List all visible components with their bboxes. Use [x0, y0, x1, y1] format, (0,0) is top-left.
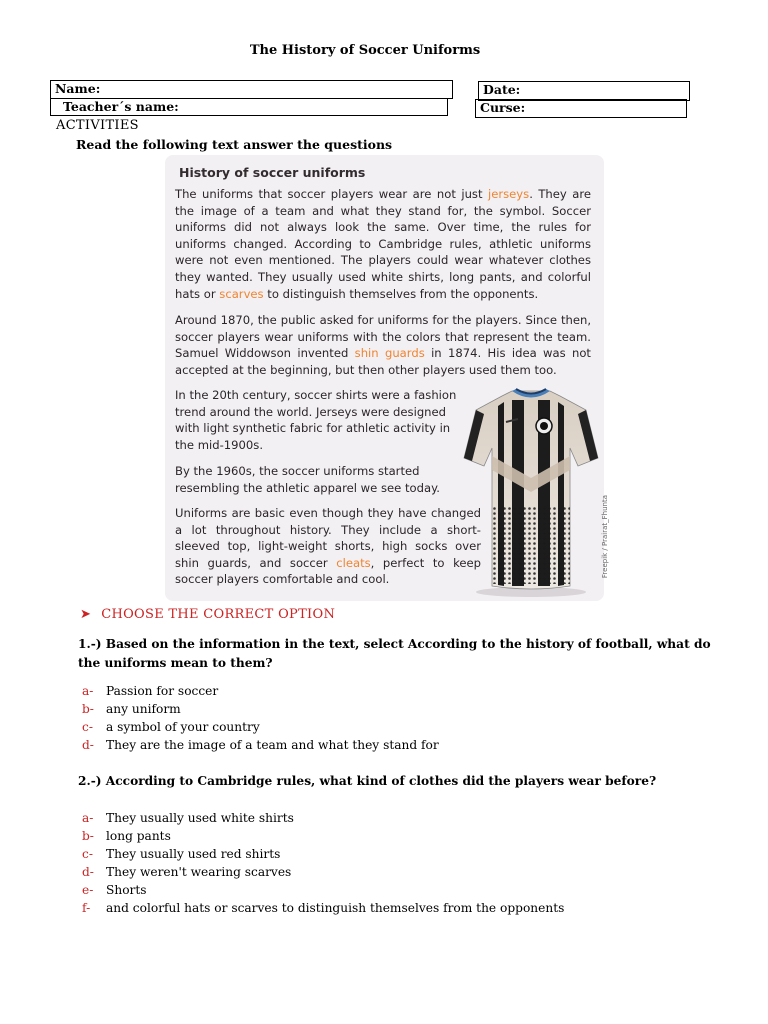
image-credit: Freepik / Prairat_Fhunta — [601, 495, 609, 579]
question-2-options — [82, 809, 564, 917]
question-2: 2.-) According to Cambridge rules, what kind of clothes did the players wear before? — [78, 774, 657, 788]
course-field[interactable] — [475, 99, 687, 118]
section-heading — [80, 607, 335, 622]
question-1: 1.-) Based on the information in the text, select According to the history of football, what do the uniforms mean to them? — [78, 637, 711, 670]
reading-paragraph-5: Uniforms are basic even though they have changed a lot throughout history. They include a short-sleeved top, light-weight shorts, high socks over shin guards, and soccer cleats, perfect to keep soccer players comfortable and cool. — [175, 506, 481, 587]
keyword-jerseys: jerseys — [487, 187, 530, 201]
activities-heading: ACTIVITIES — [56, 118, 139, 133]
date-field[interactable] — [478, 81, 690, 101]
reading-paragraph-1: The uniforms that soccer players wear are not just jerseys. They are the image of a team and what they stand for, the symbol. Soccer uniforms did not always look the same. Over time, the rules for uniforms changed. According to Cambridge rules, athletic uniforms were not even mentioned. The players could wear whatever clothes they wanted. They usually used white shirts, long pants, and colorful hats or scarves to distinguish themselves from the opponents. — [175, 187, 591, 301]
reading-title: History of soccer uniforms — [179, 165, 366, 180]
name-label: Name: — [55, 81, 101, 96]
option-a[interactable]: a- They usually used white shirts — [82, 811, 294, 825]
date-label: Date: — [483, 82, 521, 97]
reading-paragraph-3: In the 20th century, soccer shirts were a fashion trend around the world. Jerseys were designed with light synthetic fabric for athletic activity in the mid-1900s. — [175, 388, 457, 452]
option-f[interactable]: f- and colorful hats or scarves to distinguish themselves from the opponents — [82, 901, 565, 915]
teacher-name-label: Teacher´s name: — [63, 99, 179, 114]
page-title: The History of Soccer Uniforms — [249, 43, 481, 58]
option-d[interactable]: d- They weren't wearing scarves — [82, 865, 292, 879]
option-c[interactable]: c- a symbol of your country — [82, 720, 260, 734]
option-d[interactable]: d- They are the image of a team and what they stand for — [82, 738, 439, 752]
teacher-name-field[interactable] — [50, 98, 448, 116]
option-a[interactable]: a- Passion for soccer — [82, 684, 219, 698]
option-e[interactable]: e- Shorts — [82, 883, 147, 897]
soccer-jersey-image — [462, 386, 600, 600]
reading-passage — [165, 155, 609, 601]
name-field[interactable] — [50, 80, 453, 99]
course-label: Curse: — [480, 100, 526, 115]
option-b[interactable]: b- long pants — [82, 829, 171, 843]
reading-paragraph-4: By the 1960s, the soccer uniforms started resembling the athletic apparel we see today. — [175, 464, 440, 495]
option-c[interactable]: c- They usually used red shirts — [82, 847, 281, 861]
arrow-bullet-icon: ➤ — [80, 607, 92, 622]
question-1-options — [82, 682, 439, 754]
keyword-shin-guards: shin guards — [354, 346, 425, 361]
keyword-cleats: cleats — [336, 555, 371, 570]
reading-paragraph-2: Around 1870, the public asked for uniforms for the players. Since then, soccer players wear uniforms with the colors that represent the team. Samuel Widdowson invented shin guards in 1874. His idea was not accepted at the beginning, but then other players used them too. — [175, 313, 591, 377]
keyword-scarves: scarves — [219, 286, 264, 301]
option-b[interactable]: b- any uniform — [82, 702, 181, 716]
section-heading-text: CHOOSE THE CORRECT OPTION — [101, 607, 336, 622]
instruction-text: Read the following text answer the questions — [76, 137, 393, 152]
